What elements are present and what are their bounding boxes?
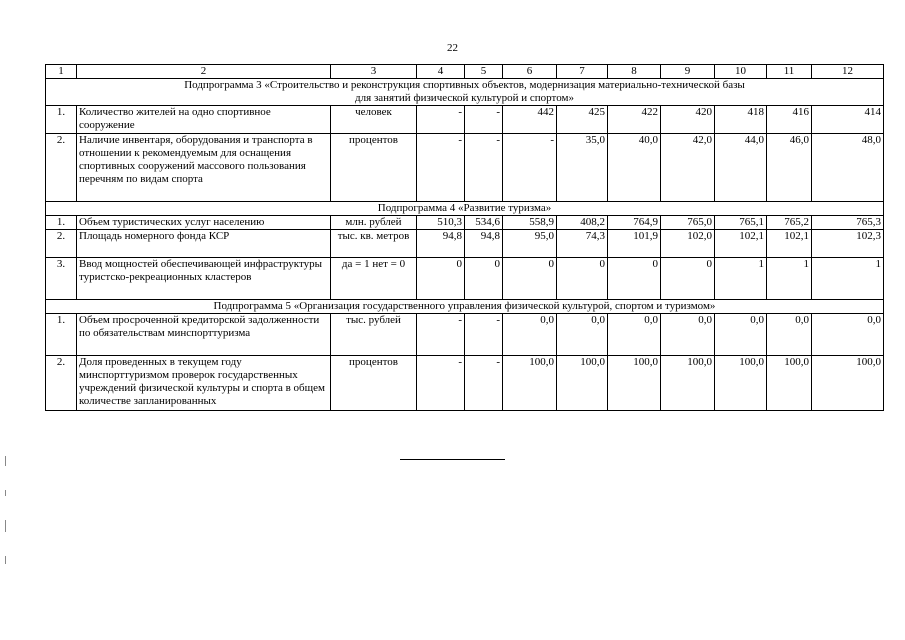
table-row (46, 230, 884, 258)
value-cell: 0,0 (715, 314, 767, 356)
value-cell: 765,2 (767, 216, 812, 230)
row-number: 3. (46, 258, 77, 300)
subprogram-3-heading-row (46, 79, 884, 106)
value-cell: - (417, 134, 465, 202)
subprogram-5-heading-row (46, 300, 884, 314)
value-cell: 35,0 (557, 134, 608, 202)
value-cell: 0 (417, 258, 465, 300)
subprogram-4-heading-row (46, 202, 884, 216)
value-cell: 765,0 (661, 216, 715, 230)
value-cell: 420 (661, 106, 715, 134)
indicator-name: Объем просроченной кредиторской задолженности по обязательствам минспорттуризма (77, 314, 331, 356)
page-number: 22 (447, 42, 458, 54)
value-cell: 534,6 (465, 216, 503, 230)
value-cell: 48,0 (812, 134, 884, 202)
value-cell: 558,9 (503, 216, 557, 230)
value-cell: 102,3 (812, 230, 884, 258)
value-cell: 100,0 (715, 356, 767, 411)
column-number-cell: 6 (503, 65, 557, 79)
subprogram-3-title-line-2: для занятий физической культурой и спортом» (355, 92, 574, 104)
value-cell: 42,0 (661, 134, 715, 202)
table-row (46, 314, 884, 356)
value-cell: 0,0 (608, 314, 661, 356)
unit-cell: да = 1 нет = 0 (331, 258, 417, 300)
value-cell: 102,1 (715, 230, 767, 258)
value-cell: 0 (503, 258, 557, 300)
table-row (46, 356, 884, 411)
value-cell: 74,3 (557, 230, 608, 258)
subprogram-3-title (46, 79, 884, 106)
value-cell: - (417, 106, 465, 134)
indicator-name: Количество жителей на одно спортивное сооружение (77, 106, 331, 134)
unit-cell: тыс. рублей (331, 314, 417, 356)
value-cell: 100,0 (812, 356, 884, 411)
value-cell: 1 (715, 258, 767, 300)
value-cell: - (503, 134, 557, 202)
unit-cell: процентов (331, 356, 417, 411)
value-cell: 1 (767, 258, 812, 300)
column-number-cell: 9 (661, 65, 715, 79)
footnote-separator-line (400, 459, 505, 460)
value-cell: 101,9 (608, 230, 661, 258)
value-cell: 510,3 (417, 216, 465, 230)
value-cell: 100,0 (661, 356, 715, 411)
value-cell: 418 (715, 106, 767, 134)
value-cell: 0 (661, 258, 715, 300)
value-cell: 414 (812, 106, 884, 134)
column-number-cell: 8 (608, 65, 661, 79)
indicator-name: Ввод мощностей обеспечивающей инфраструктуры туристско-рекреационных кластеров (77, 258, 331, 300)
unit-cell: процентов (331, 134, 417, 202)
row-number: 1. (46, 106, 77, 134)
value-cell: 765,1 (715, 216, 767, 230)
value-cell: 416 (767, 106, 812, 134)
unit-cell: млн. рублей (331, 216, 417, 230)
unit-cell: тыс. кв. метров (331, 230, 417, 258)
column-number-cell: 3 (331, 65, 417, 79)
value-cell: 100,0 (608, 356, 661, 411)
value-cell: 0,0 (557, 314, 608, 356)
value-cell: 95,0 (503, 230, 557, 258)
value-cell: 46,0 (767, 134, 812, 202)
value-cell: 44,0 (715, 134, 767, 202)
value-cell: 0,0 (812, 314, 884, 356)
scan-edge-mark (5, 556, 6, 564)
value-cell: 408,2 (557, 216, 608, 230)
value-cell: - (465, 134, 503, 202)
row-number: 2. (46, 356, 77, 411)
scan-edge-mark (5, 490, 6, 496)
value-cell: 0,0 (767, 314, 812, 356)
indicators-table (45, 64, 884, 411)
value-cell: 100,0 (767, 356, 812, 411)
value-cell: 102,0 (661, 230, 715, 258)
value-cell: 765,3 (812, 216, 884, 230)
subprogram-4-title: Подпрограмма 4 «Развитие туризма» (46, 202, 884, 216)
table-row (46, 106, 884, 134)
indicator-name: Наличие инвентаря, оборудования и транспорта в отношении к рекомендуемым для оснащения спортивных сооружений массового пользования перечням по видам спорта (77, 134, 331, 202)
column-number-cell: 4 (417, 65, 465, 79)
value-cell: 442 (503, 106, 557, 134)
table-row (46, 134, 884, 202)
column-number-cell: 2 (77, 65, 331, 79)
value-cell: 764,9 (608, 216, 661, 230)
value-cell: - (417, 314, 465, 356)
scan-edge-mark (5, 456, 6, 466)
value-cell: - (417, 356, 465, 411)
column-number-cell: 1 (46, 65, 77, 79)
value-cell: 0,0 (503, 314, 557, 356)
indicator-name: Объем туристических услуг населению (77, 216, 331, 230)
value-cell: 102,1 (767, 230, 812, 258)
value-cell: 100,0 (503, 356, 557, 411)
table-row (46, 258, 884, 300)
value-cell: 0,0 (661, 314, 715, 356)
value-cell: 94,8 (465, 230, 503, 258)
column-number-cell: 11 (767, 65, 812, 79)
column-number-cell: 7 (557, 65, 608, 79)
value-cell: - (465, 314, 503, 356)
value-cell: 422 (608, 106, 661, 134)
row-number: 2. (46, 134, 77, 202)
scan-edge-mark (5, 520, 6, 532)
subprogram-5-title: Подпрограмма 5 «Организация государственного управления физической культурой, спортом и туризмом» (46, 300, 884, 314)
unit-cell: человек (331, 106, 417, 134)
column-number-cell: 10 (715, 65, 767, 79)
indicator-name: Площадь номерного фонда КСР (77, 230, 331, 258)
row-number: 1. (46, 314, 77, 356)
table-row (46, 216, 884, 230)
value-cell: 425 (557, 106, 608, 134)
column-number-cell: 5 (465, 65, 503, 79)
value-cell: 40,0 (608, 134, 661, 202)
value-cell: 0 (557, 258, 608, 300)
value-cell: 0 (608, 258, 661, 300)
value-cell: 0 (465, 258, 503, 300)
column-number-cell: 12 (812, 65, 884, 79)
value-cell: 100,0 (557, 356, 608, 411)
value-cell: - (465, 356, 503, 411)
value-cell: - (465, 106, 503, 134)
value-cell: 94,8 (417, 230, 465, 258)
indicator-name: Доля проведенных в текущем году минспорттуризмом проверок государственных учреждений физической культуры и спорта в общем количестве запланированных (77, 356, 331, 411)
row-number: 2. (46, 230, 77, 258)
row-number: 1. (46, 216, 77, 230)
value-cell: 1 (812, 258, 884, 300)
subprogram-3-title-line-1: Подпрограмма 3 «Строительство и реконструкция спортивных объектов, модернизация материально-технической базы (184, 79, 745, 91)
header-row (46, 65, 884, 79)
